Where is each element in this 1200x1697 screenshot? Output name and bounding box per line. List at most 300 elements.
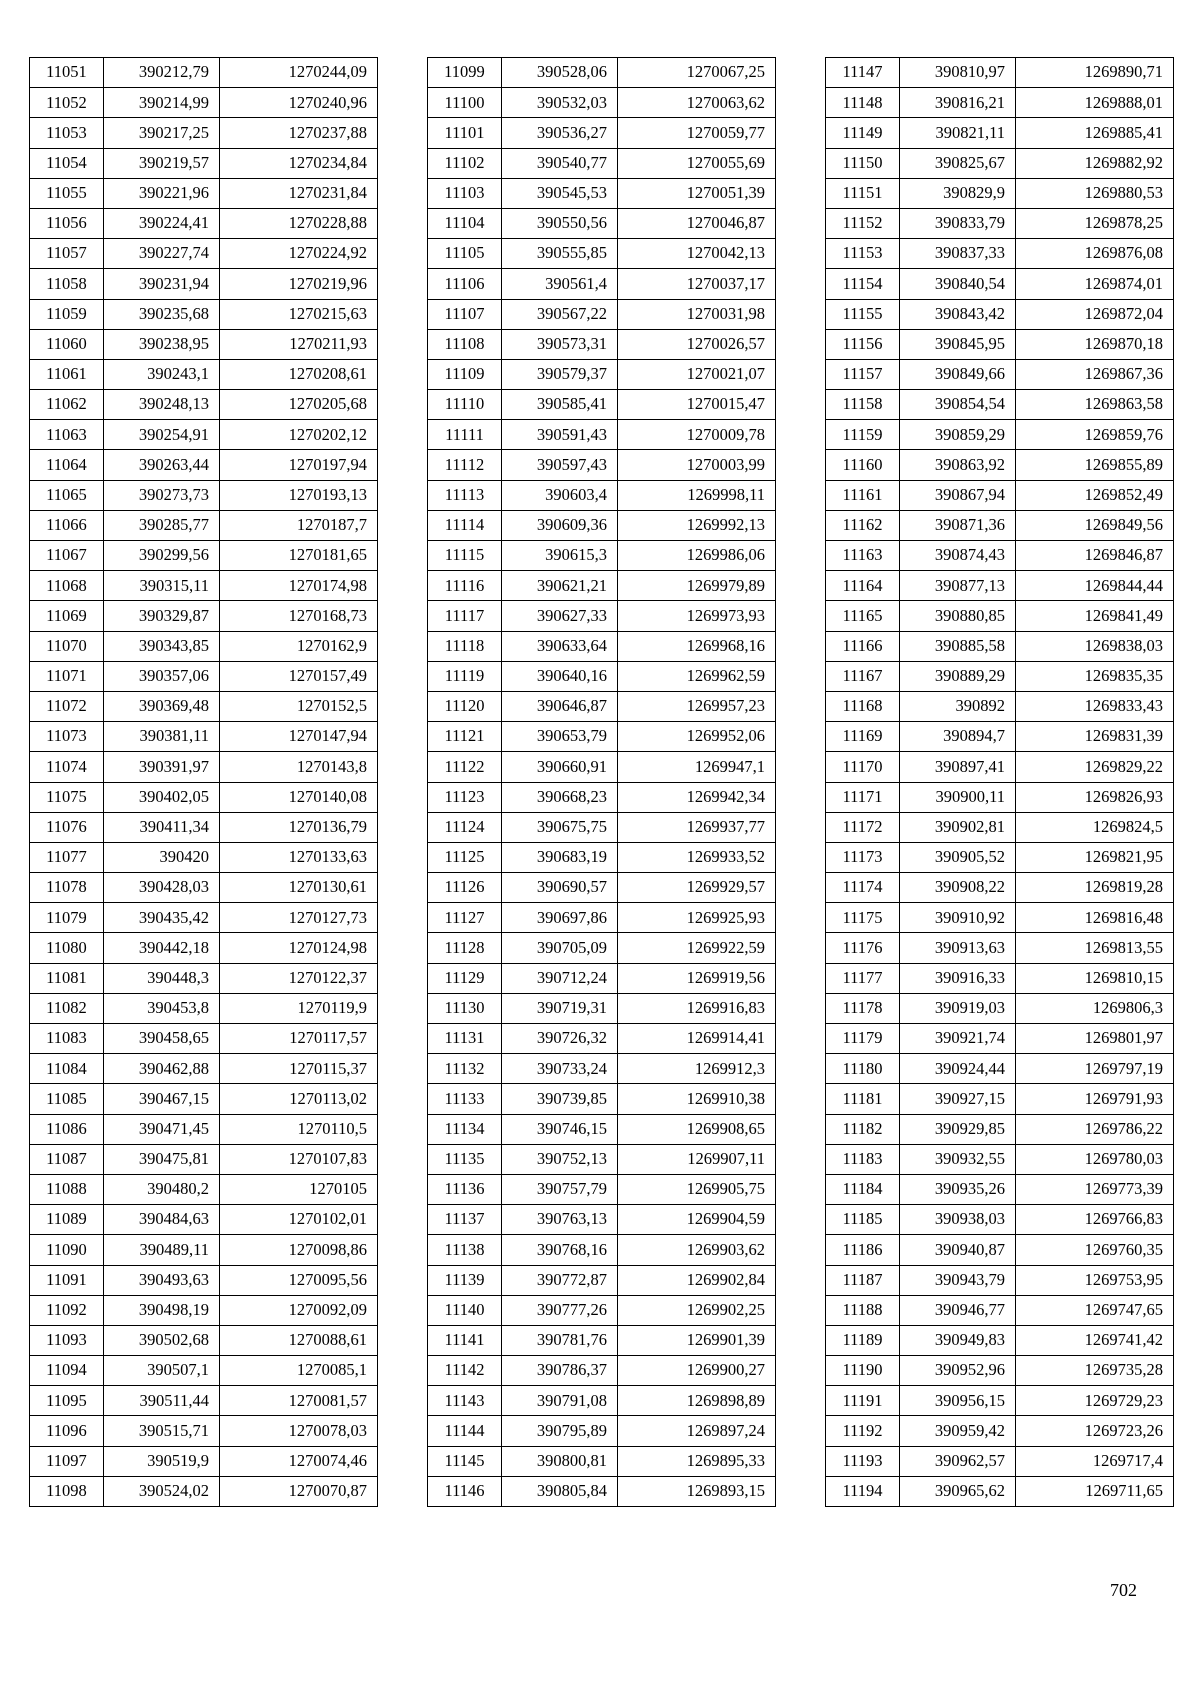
point-id-cell: 11068 [30,571,104,601]
x-coordinate-cell: 390900,11 [900,782,1016,812]
table-row [826,631,1174,661]
point-id-cell: 11171 [826,782,900,812]
x-coordinate-cell: 390913,63 [900,933,1016,963]
table-row [428,178,776,208]
table-row [428,1114,776,1144]
table-row [30,148,378,178]
point-id-cell: 11161 [826,480,900,510]
y-coordinate-cell: 1270162,9 [220,631,378,661]
table-row [428,812,776,842]
x-coordinate-cell: 390916,33 [900,963,1016,993]
y-coordinate-cell: 1269821,95 [1016,842,1174,872]
y-coordinate-cell: 1269929,57 [618,873,776,903]
x-coordinate-cell: 390697,86 [502,903,618,933]
table-row [428,1084,776,1114]
y-coordinate-cell: 1269880,53 [1016,178,1174,208]
x-coordinate-cell: 390768,16 [502,1235,618,1265]
point-id-cell: 11056 [30,208,104,238]
table-row [826,148,1174,178]
y-coordinate-cell: 1269846,87 [1016,541,1174,571]
x-coordinate-cell: 390946,77 [900,1295,1016,1325]
y-coordinate-cell: 1269819,28 [1016,873,1174,903]
point-id-cell: 11143 [428,1386,502,1416]
x-coordinate-cell: 390956,15 [900,1386,1016,1416]
point-id-cell: 11193 [826,1446,900,1476]
y-coordinate-cell: 1270122,37 [220,963,378,993]
y-coordinate-cell: 1269900,27 [618,1356,776,1386]
table-row [826,1446,1174,1476]
x-coordinate-cell: 390859,29 [900,420,1016,450]
y-coordinate-cell: 1269816,48 [1016,903,1174,933]
y-coordinate-cell: 1269925,93 [618,903,776,933]
x-coordinate-cell: 390752,13 [502,1144,618,1174]
x-coordinate-cell: 390507,1 [104,1356,220,1386]
y-coordinate-cell: 1270231,84 [220,178,378,208]
point-id-cell: 11147 [826,58,900,88]
table-row [428,1446,776,1476]
point-id-cell: 11121 [428,722,502,752]
table-row [30,359,378,389]
point-id-cell: 11096 [30,1416,104,1446]
point-id-cell: 11100 [428,88,502,118]
table-row [428,1325,776,1355]
point-id-cell: 11084 [30,1054,104,1084]
x-coordinate-cell: 390829,9 [900,178,1016,208]
y-coordinate-cell: 1269841,49 [1016,601,1174,631]
point-id-cell: 11136 [428,1174,502,1204]
x-coordinate-cell: 390633,64 [502,631,618,661]
x-coordinate-cell: 390843,42 [900,299,1016,329]
coordinate-table-3 [825,57,1174,1507]
point-id-cell: 11154 [826,269,900,299]
x-coordinate-cell: 390597,43 [502,450,618,480]
x-coordinate-cell: 390712,24 [502,963,618,993]
table-row [826,1114,1174,1144]
x-coordinate-cell: 390871,36 [900,510,1016,540]
y-coordinate-cell: 1270168,73 [220,601,378,631]
point-id-cell: 11149 [826,118,900,148]
y-coordinate-cell: 1270046,87 [618,208,776,238]
y-coordinate-cell: 1269952,06 [618,722,776,752]
x-coordinate-cell: 390668,23 [502,782,618,812]
point-id-cell: 11160 [826,450,900,480]
point-id-cell: 11163 [826,541,900,571]
x-coordinate-cell: 390821,11 [900,118,1016,148]
point-id-cell: 11184 [826,1174,900,1204]
y-coordinate-cell: 1270081,57 [220,1386,378,1416]
point-id-cell: 11172 [826,812,900,842]
y-coordinate-cell: 1270174,98 [220,571,378,601]
point-id-cell: 11073 [30,722,104,752]
point-id-cell: 11065 [30,480,104,510]
x-coordinate-cell: 390949,83 [900,1325,1016,1355]
y-coordinate-cell: 1269992,13 [618,510,776,540]
table-row [428,450,776,480]
point-id-cell: 11099 [428,58,502,88]
x-coordinate-cell: 390480,2 [104,1174,220,1204]
table-row [826,299,1174,329]
point-id-cell: 11175 [826,903,900,933]
table-row [428,390,776,420]
point-id-cell: 11124 [428,812,502,842]
y-coordinate-cell: 1270211,93 [220,329,378,359]
x-coordinate-cell: 390889,29 [900,661,1016,691]
x-coordinate-cell: 390428,03 [104,873,220,903]
point-id-cell: 11167 [826,661,900,691]
y-coordinate-cell: 1269942,34 [618,782,776,812]
y-coordinate-cell: 1270009,78 [618,420,776,450]
x-coordinate-cell: 390540,77 [502,148,618,178]
point-id-cell: 11101 [428,118,502,148]
table-row [826,1024,1174,1054]
point-id-cell: 11191 [826,1386,900,1416]
table-row [428,510,776,540]
x-coordinate-cell: 390795,89 [502,1416,618,1446]
point-id-cell: 11157 [826,359,900,389]
table-row [428,1144,776,1174]
y-coordinate-cell: 1269904,59 [618,1205,776,1235]
y-coordinate-cell: 1269876,08 [1016,239,1174,269]
point-id-cell: 11059 [30,299,104,329]
table-row [30,299,378,329]
y-coordinate-cell: 1270205,68 [220,390,378,420]
x-coordinate-cell: 390263,44 [104,450,220,480]
x-coordinate-cell: 390940,87 [900,1235,1016,1265]
x-coordinate-cell: 390243,1 [104,359,220,389]
table-row [30,873,378,903]
table-row [826,1144,1174,1174]
x-coordinate-cell: 390863,92 [900,450,1016,480]
point-id-cell: 11103 [428,178,502,208]
point-id-cell: 11152 [826,208,900,238]
x-coordinate-cell: 390894,7 [900,722,1016,752]
x-coordinate-cell: 390254,91 [104,420,220,450]
table-row [428,1356,776,1386]
x-coordinate-cell: 390420 [104,842,220,872]
point-id-cell: 11140 [428,1295,502,1325]
y-coordinate-cell: 1270224,92 [220,239,378,269]
y-coordinate-cell: 1270240,96 [220,88,378,118]
point-id-cell: 11097 [30,1446,104,1476]
y-coordinate-cell: 1269863,58 [1016,390,1174,420]
y-coordinate-cell: 1270157,49 [220,661,378,691]
x-coordinate-cell: 390528,06 [502,58,618,88]
x-coordinate-cell: 390329,87 [104,601,220,631]
y-coordinate-cell: 1270113,02 [220,1084,378,1114]
y-coordinate-cell: 1270015,47 [618,390,776,420]
table-row [826,571,1174,601]
point-id-cell: 11133 [428,1084,502,1114]
y-coordinate-cell: 1269813,55 [1016,933,1174,963]
y-coordinate-cell: 1269888,01 [1016,88,1174,118]
y-coordinate-cell: 1269867,36 [1016,359,1174,389]
x-coordinate-cell: 390235,68 [104,299,220,329]
table-row [826,239,1174,269]
y-coordinate-cell: 1269897,24 [618,1416,776,1446]
table-row [30,390,378,420]
point-id-cell: 11192 [826,1416,900,1446]
table-row [30,812,378,842]
table-row [428,148,776,178]
table-row [428,359,776,389]
x-coordinate-cell: 390840,54 [900,269,1016,299]
y-coordinate-cell: 1270202,12 [220,420,378,450]
x-coordinate-cell: 390825,67 [900,148,1016,178]
y-coordinate-cell: 1270219,96 [220,269,378,299]
table-row [826,1054,1174,1084]
table-row [30,691,378,721]
table-row [428,631,776,661]
point-id-cell: 11168 [826,691,900,721]
x-coordinate-cell: 390921,74 [900,1024,1016,1054]
x-coordinate-cell: 390448,3 [104,963,220,993]
y-coordinate-cell: 1270102,01 [220,1205,378,1235]
point-id-cell: 11053 [30,118,104,148]
x-coordinate-cell: 390627,33 [502,601,618,631]
y-coordinate-cell: 1270127,73 [220,903,378,933]
point-id-cell: 11155 [826,299,900,329]
point-id-cell: 11054 [30,148,104,178]
table-row [428,480,776,510]
x-coordinate-cell: 390285,77 [104,510,220,540]
point-id-cell: 11108 [428,329,502,359]
point-id-cell: 11177 [826,963,900,993]
y-coordinate-cell: 1269773,39 [1016,1174,1174,1204]
table-row [428,420,776,450]
point-id-cell: 11102 [428,148,502,178]
point-id-cell: 11082 [30,993,104,1023]
point-id-cell: 11114 [428,510,502,540]
table-row [826,420,1174,450]
x-coordinate-cell: 390849,66 [900,359,1016,389]
table-row [428,1054,776,1084]
y-coordinate-cell: 1270051,39 [618,178,776,208]
point-id-cell: 11063 [30,420,104,450]
point-id-cell: 11083 [30,1024,104,1054]
point-id-cell: 11080 [30,933,104,963]
x-coordinate-cell: 390462,88 [104,1054,220,1084]
x-coordinate-cell: 390877,13 [900,571,1016,601]
point-id-cell: 11138 [428,1235,502,1265]
table-row [30,88,378,118]
x-coordinate-cell: 390357,06 [104,661,220,691]
table-row [30,1265,378,1295]
point-id-cell: 11142 [428,1356,502,1386]
y-coordinate-cell: 1269937,77 [618,812,776,842]
point-id-cell: 11183 [826,1144,900,1174]
table-row [428,269,776,299]
y-coordinate-cell: 1270063,62 [618,88,776,118]
y-coordinate-cell: 1269735,28 [1016,1356,1174,1386]
table-row [30,661,378,691]
point-id-cell: 11144 [428,1416,502,1446]
point-id-cell: 11061 [30,359,104,389]
y-coordinate-cell: 1269973,93 [618,601,776,631]
page-number: 702 [1110,1580,1137,1600]
x-coordinate-cell: 390402,05 [104,782,220,812]
y-coordinate-cell: 1269753,95 [1016,1265,1174,1295]
point-id-cell: 11180 [826,1054,900,1084]
x-coordinate-cell: 390519,9 [104,1446,220,1476]
table-row [826,1265,1174,1295]
y-coordinate-cell: 1270215,63 [220,299,378,329]
x-coordinate-cell: 390757,79 [502,1174,618,1204]
x-coordinate-cell: 390248,13 [104,390,220,420]
coordinate-table-2 [427,57,776,1507]
x-coordinate-cell: 390532,03 [502,88,618,118]
table-row [30,208,378,238]
table-row [826,873,1174,903]
table-row [30,1205,378,1235]
y-coordinate-cell: 1270197,94 [220,450,378,480]
table-row [826,1476,1174,1506]
y-coordinate-cell: 1270074,46 [220,1446,378,1476]
point-id-cell: 11188 [826,1295,900,1325]
y-coordinate-cell: 1269786,22 [1016,1114,1174,1144]
table-row [428,541,776,571]
y-coordinate-cell: 1270244,09 [220,58,378,88]
point-id-cell: 11139 [428,1265,502,1295]
x-coordinate-cell: 390805,84 [502,1476,618,1506]
point-id-cell: 11070 [30,631,104,661]
y-coordinate-cell: 1270110,5 [220,1114,378,1144]
y-coordinate-cell: 1270055,69 [618,148,776,178]
table-row [826,691,1174,721]
x-coordinate-cell: 390315,11 [104,571,220,601]
x-coordinate-cell: 390902,81 [900,812,1016,842]
y-coordinate-cell: 1270070,87 [220,1476,378,1506]
y-coordinate-cell: 1269824,5 [1016,812,1174,842]
table-row [30,450,378,480]
table-row [428,752,776,782]
y-coordinate-cell: 1269870,18 [1016,329,1174,359]
table-row [30,571,378,601]
x-coordinate-cell: 390511,44 [104,1386,220,1416]
x-coordinate-cell: 390484,63 [104,1205,220,1235]
y-coordinate-cell: 1269910,38 [618,1084,776,1114]
y-coordinate-cell: 1269844,44 [1016,571,1174,601]
point-id-cell: 11126 [428,873,502,903]
table-row [428,239,776,269]
table-row [30,963,378,993]
y-coordinate-cell: 1270119,9 [220,993,378,1023]
point-id-cell: 11130 [428,993,502,1023]
table-row [30,993,378,1023]
point-id-cell: 11058 [30,269,104,299]
x-coordinate-cell: 390705,09 [502,933,618,963]
x-coordinate-cell: 390867,94 [900,480,1016,510]
x-coordinate-cell: 390897,41 [900,752,1016,782]
x-coordinate-cell: 390391,97 [104,752,220,782]
y-coordinate-cell: 1270037,17 [618,269,776,299]
point-id-cell: 11120 [428,691,502,721]
y-coordinate-cell: 1269947,1 [618,752,776,782]
point-id-cell: 11089 [30,1205,104,1235]
y-coordinate-cell: 1269916,83 [618,993,776,1023]
y-coordinate-cell: 1270234,84 [220,148,378,178]
y-coordinate-cell: 1269998,11 [618,480,776,510]
table-row [428,933,776,963]
x-coordinate-cell: 390892 [900,691,1016,721]
point-id-cell: 11107 [428,299,502,329]
y-coordinate-cell: 1270067,25 [618,58,776,88]
x-coordinate-cell: 390369,48 [104,691,220,721]
y-coordinate-cell: 1270088,61 [220,1325,378,1355]
x-coordinate-cell: 390442,18 [104,933,220,963]
y-coordinate-cell: 1269901,39 [618,1325,776,1355]
y-coordinate-cell: 1270136,79 [220,812,378,842]
x-coordinate-cell: 390800,81 [502,1446,618,1476]
table-row [428,722,776,752]
point-id-cell: 11128 [428,933,502,963]
y-coordinate-cell: 1270237,88 [220,118,378,148]
table-row [826,359,1174,389]
x-coordinate-cell: 390833,79 [900,208,1016,238]
table-row [428,1174,776,1204]
point-id-cell: 11104 [428,208,502,238]
y-coordinate-cell: 1269902,84 [618,1265,776,1295]
point-id-cell: 11113 [428,480,502,510]
x-coordinate-cell: 390640,16 [502,661,618,691]
point-id-cell: 11110 [428,390,502,420]
table-row [30,842,378,872]
x-coordinate-cell: 390772,87 [502,1265,618,1295]
x-coordinate-cell: 390845,95 [900,329,1016,359]
x-coordinate-cell: 390781,76 [502,1325,618,1355]
table-row [826,178,1174,208]
y-coordinate-cell: 1270095,56 [220,1265,378,1295]
y-coordinate-cell: 1269826,93 [1016,782,1174,812]
point-id-cell: 11092 [30,1295,104,1325]
x-coordinate-cell: 390919,03 [900,993,1016,1023]
table-row [30,1084,378,1114]
x-coordinate-cell: 390573,31 [502,329,618,359]
table-row [30,178,378,208]
table-row [826,541,1174,571]
x-coordinate-cell: 390683,19 [502,842,618,872]
point-id-cell: 11178 [826,993,900,1023]
table-row [30,1054,378,1084]
y-coordinate-cell: 1270143,8 [220,752,378,782]
x-coordinate-cell: 390453,8 [104,993,220,1023]
table-row [30,1386,378,1416]
y-coordinate-cell: 1269766,83 [1016,1205,1174,1235]
table-row [428,118,776,148]
x-coordinate-cell: 390791,08 [502,1386,618,1416]
x-coordinate-cell: 390224,41 [104,208,220,238]
x-coordinate-cell: 390905,52 [900,842,1016,872]
point-id-cell: 11145 [428,1446,502,1476]
x-coordinate-cell: 390965,62 [900,1476,1016,1506]
table-row [428,88,776,118]
point-id-cell: 11091 [30,1265,104,1295]
y-coordinate-cell: 1269979,89 [618,571,776,601]
table-row [428,873,776,903]
y-coordinate-cell: 1269852,49 [1016,480,1174,510]
x-coordinate-cell: 390545,53 [502,178,618,208]
x-coordinate-cell: 390653,79 [502,722,618,752]
x-coordinate-cell: 390880,85 [900,601,1016,631]
x-coordinate-cell: 390273,73 [104,480,220,510]
y-coordinate-cell: 1269810,15 [1016,963,1174,993]
table-row [826,480,1174,510]
x-coordinate-cell: 390214,99 [104,88,220,118]
table-row [826,601,1174,631]
point-id-cell: 11075 [30,782,104,812]
x-coordinate-cell: 390910,92 [900,903,1016,933]
table-row [826,1356,1174,1386]
table-row [30,722,378,752]
